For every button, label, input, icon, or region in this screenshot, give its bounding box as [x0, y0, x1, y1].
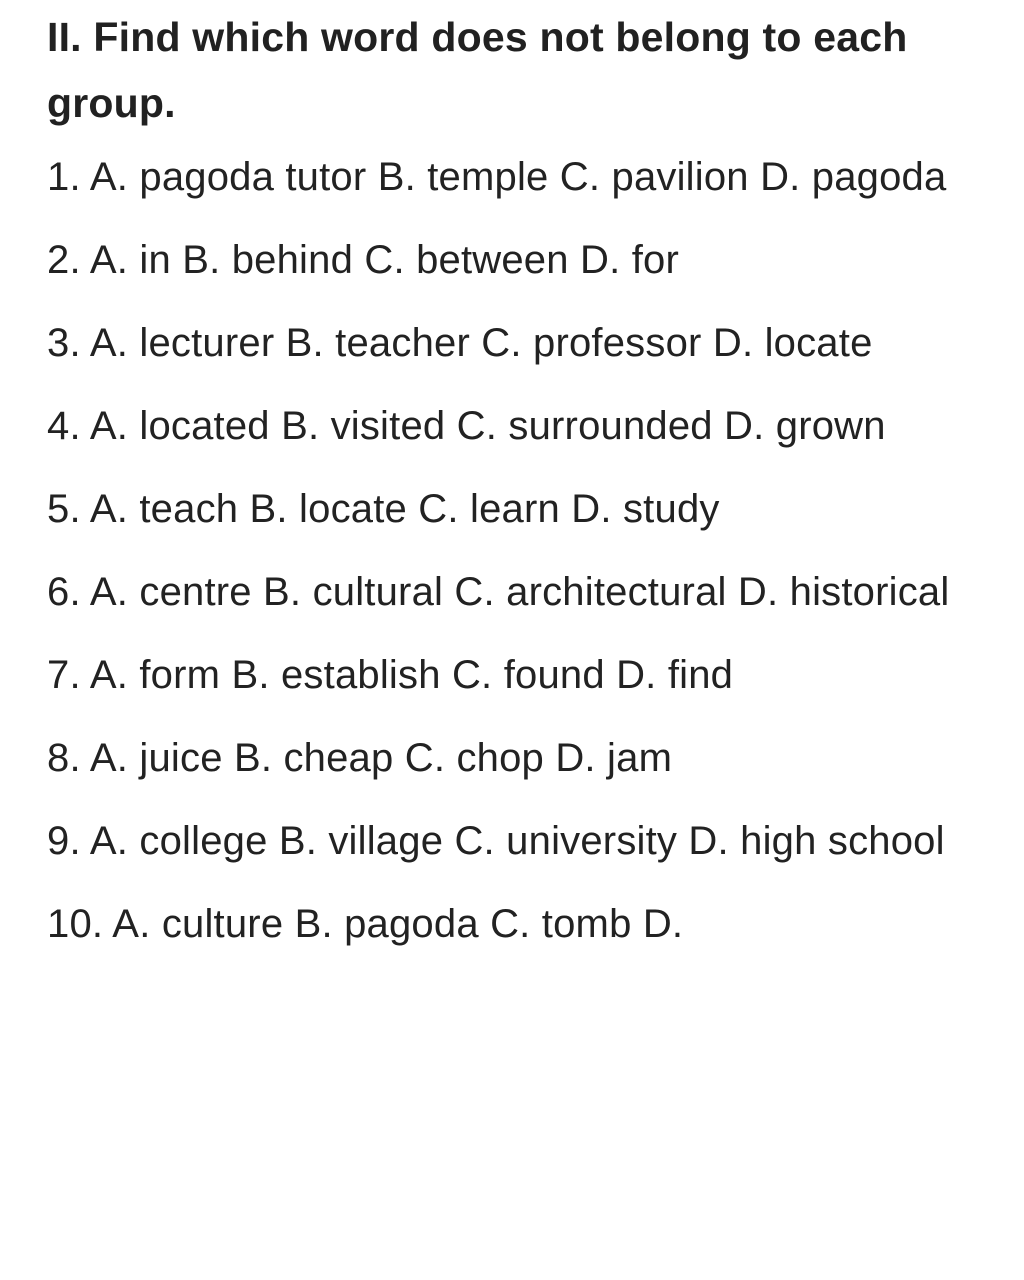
question-item: 5. A. teach B. locate C. learn D. study — [47, 487, 720, 531]
question-item: 8. A. juice B. cheap C. chop D. jam — [47, 736, 673, 780]
question-item: 2. A. in B. behind C. between D. for — [47, 238, 680, 282]
question-item: 7. A. form B. establish C. found D. find — [47, 653, 734, 697]
question-item: 6. A. centre B. cultural C. architectural D. historical — [47, 570, 950, 614]
question-item: 4. A. located B. visited C. surrounded D. grown — [47, 404, 886, 448]
question-list — [47, 144, 994, 957]
question-item: 9. A. college B. village C. university D. high school — [47, 819, 945, 863]
question-item: 1. A. pagoda tutor B. temple C. pavilion D. pagoda — [47, 155, 947, 199]
question-item: 3. A. lecturer B. teacher C. professor D. locate — [47, 321, 873, 365]
exercise-heading: II. Find which word does not belong to each group. — [47, 14, 908, 126]
question-item: 10. A. culture B. pagoda C. tomb D. — [47, 902, 684, 946]
